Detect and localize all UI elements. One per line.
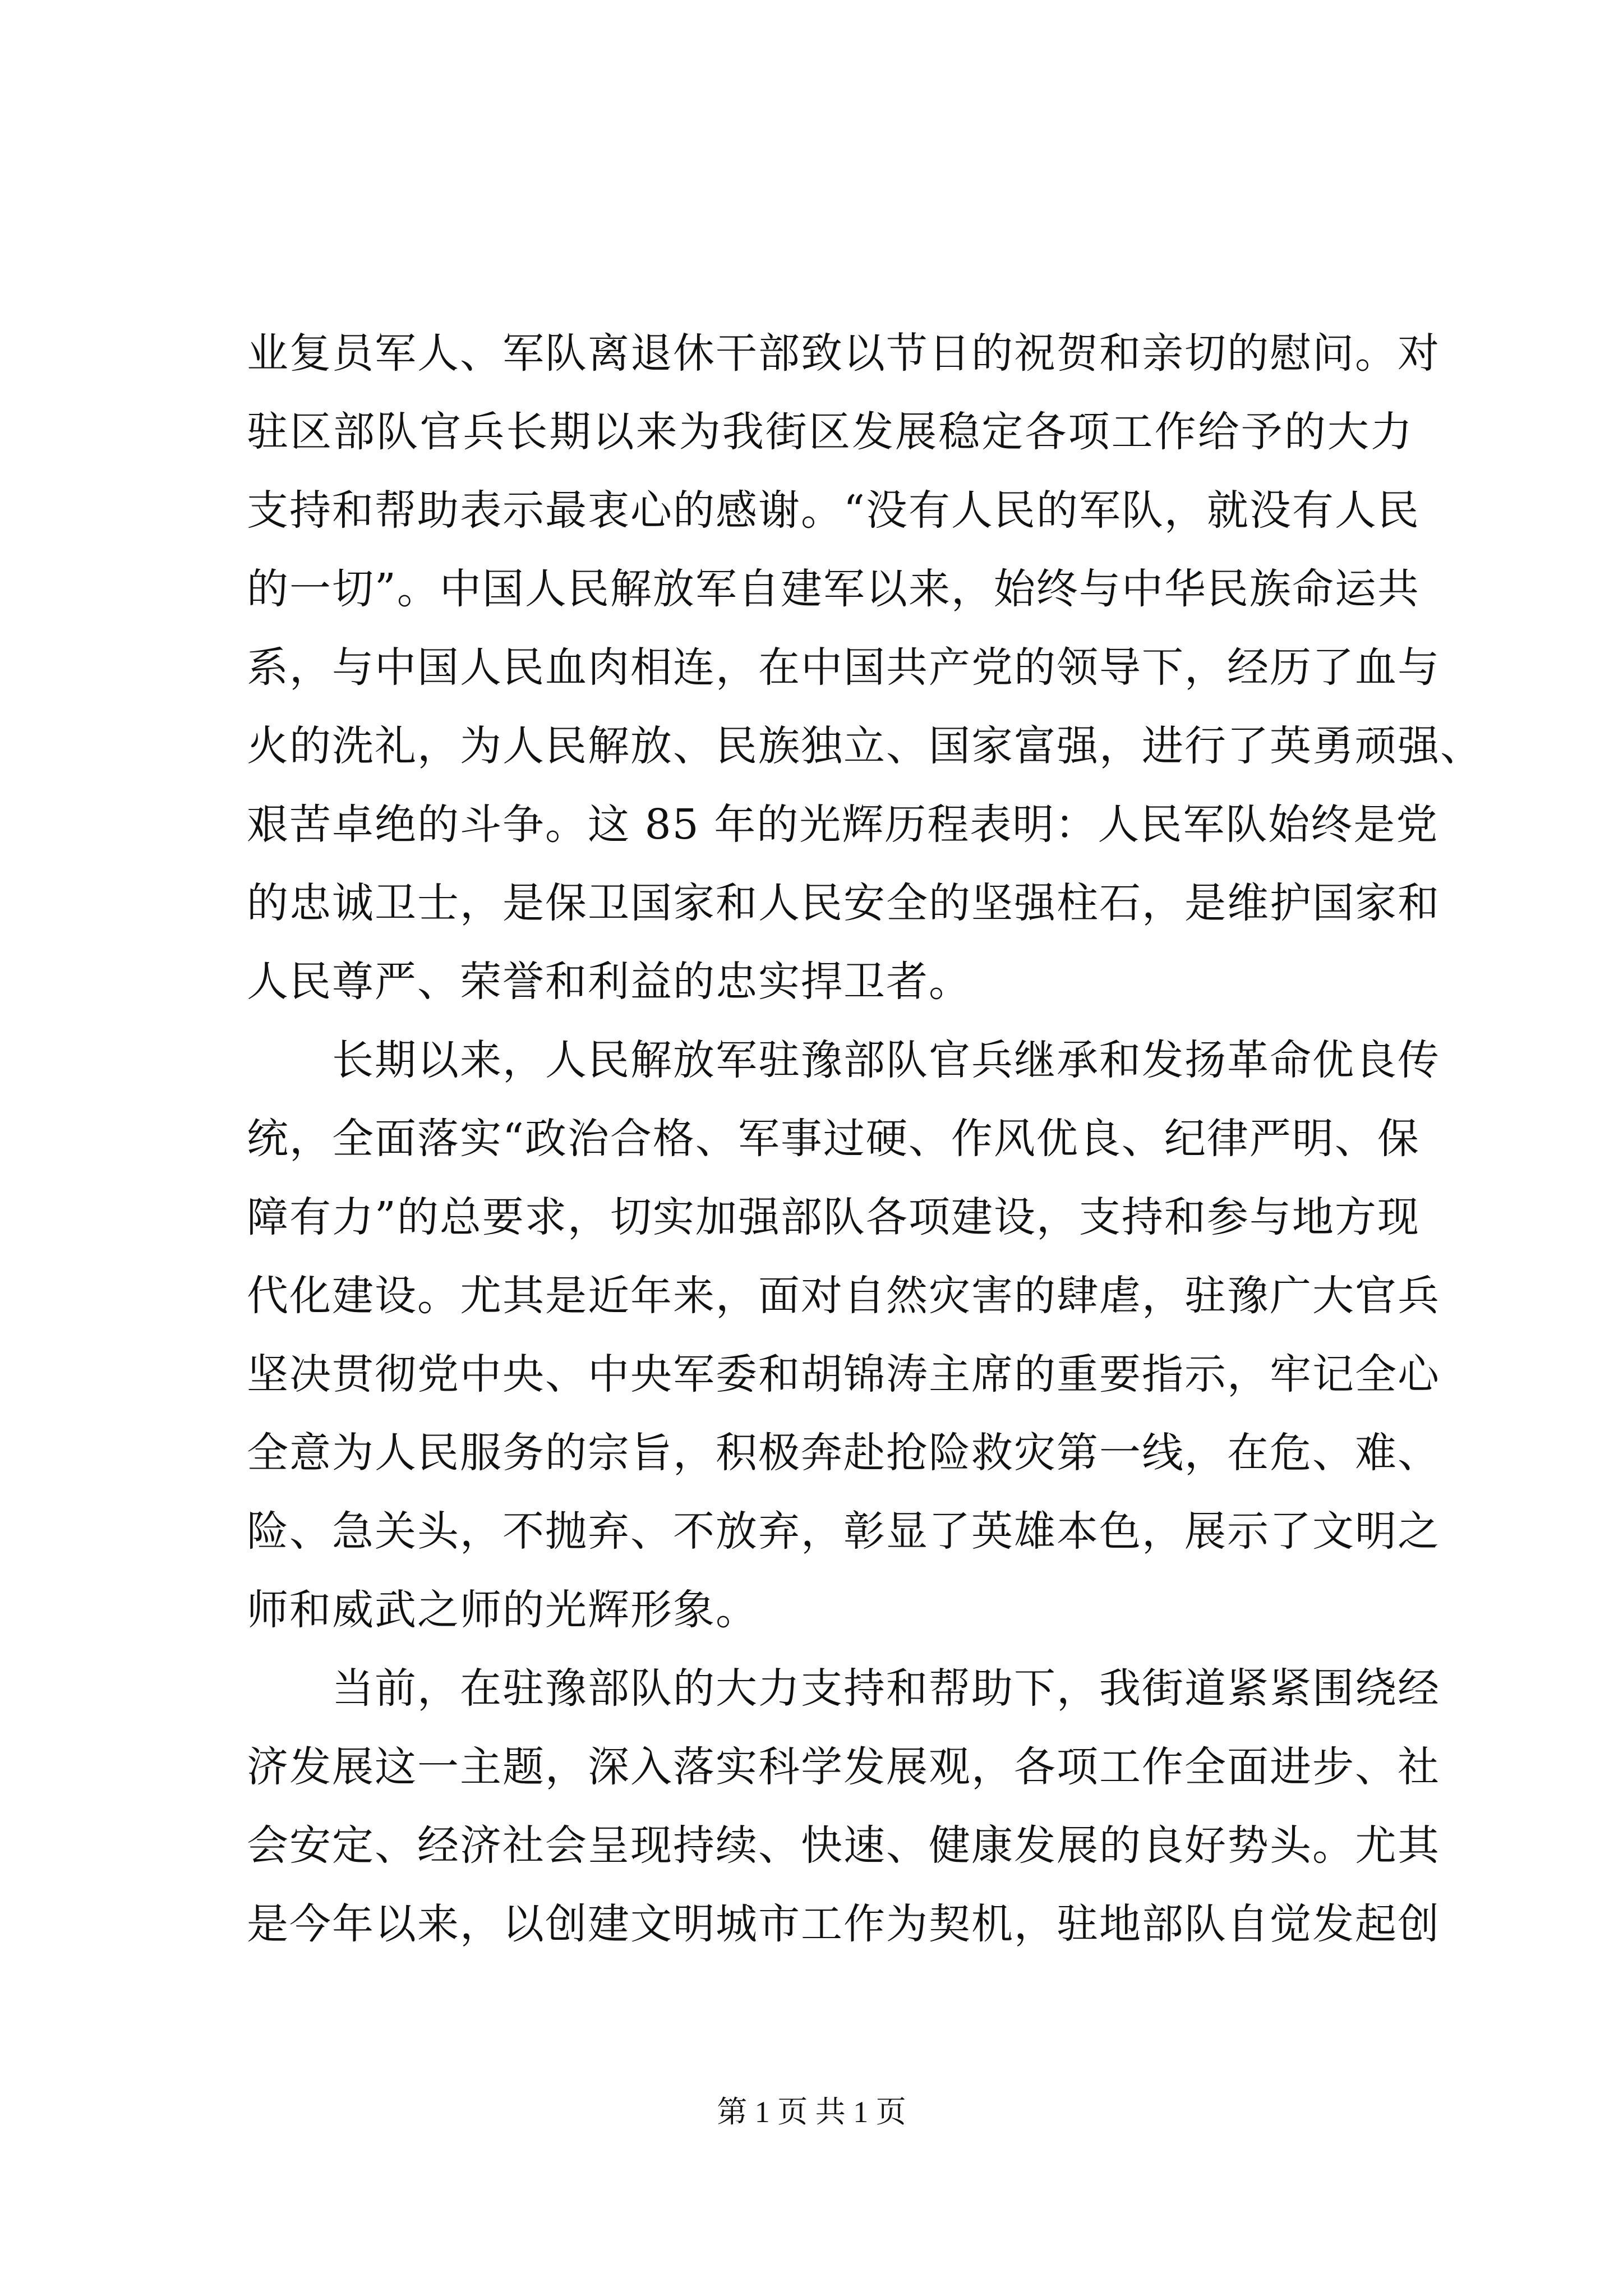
text-line: 险、急关头，不抛弃、不放弃，彰显了英雄本色，展示了文明之 — [247, 1507, 1440, 1556]
text-line: 支持和帮助表示最衷心的感谢。“没有人民的军队，就没有人民 — [247, 486, 1420, 535]
text-line: 全意为人民服务的宗旨，积极奔赴抢险救灾第一线，在危、难、 — [247, 1429, 1440, 1477]
text-line: 长期以来，人民解放军驻豫部队官兵继承和发扬革命优良传 — [332, 1036, 1440, 1084]
text-line: 驻区部队官兵长期以来为我街区发展稳定各项工作给予的大力 — [247, 408, 1413, 456]
text-line: 济发展这一主题，深入落实科学发展观，各项工作全面进步、社 — [247, 1743, 1440, 1791]
text-line: 当前，在驻豫部队的大力支持和帮助下，我街道紧紧围绕经 — [332, 1664, 1440, 1713]
text-line: 代化建设。尤其是近年来，面对自然灾害的肆虐，驻豫广大官兵 — [247, 1272, 1440, 1320]
page-number-label: 第 1 页 共 1 页 — [717, 2095, 906, 2129]
page-footer — [0, 2087, 1623, 2137]
text-line: 坚决贯彻党中央、中央军委和胡锦涛主席的重要指示，牢记全心 — [247, 1350, 1440, 1398]
text-line: 是今年以来，以创建文明城市工作为契机，驻地部队自觉发起创 — [247, 1900, 1440, 1948]
text-line: 会安定、经济社会呈现持续、快速、健康发展的良好势头。尤其 — [247, 1821, 1440, 1870]
text-line: 艰苦卓绝的斗争。这 85 年的光辉历程表明：人民军队始终是党 — [247, 800, 1439, 849]
text-line: 人民尊严、荣誉和利益的忠实捍卫者。 — [247, 958, 971, 1006]
text-line: 师和威武之师的光辉形象。 — [247, 1586, 758, 1634]
text-line: 业复员军人、军队离退休干部致以节日的祝贺和亲切的慰问。对 — [247, 329, 1440, 378]
text-line: 的一切”。中国人民解放军自建军以来，始终与中华民族命运共 — [247, 565, 1420, 613]
text-line: 障有力”的总要求，切实加强部队各项建设，支持和参与地方现 — [247, 1193, 1420, 1241]
text-line: 的忠诚卫士，是保卫国家和人民安全的坚强柱石，是维护国家和 — [247, 879, 1440, 927]
text-line: 火的洗礼，为人民解放、民族独立、国家富强，进行了英勇顽强、 — [247, 722, 1483, 770]
text-line: 系，与中国人民血肉相连，在中国共产党的领导下，经历了血与 — [247, 643, 1440, 692]
text-line: 统，全面落实“政治合格、军事过硬、作风优良、纪律严明、保 — [247, 1115, 1420, 1163]
